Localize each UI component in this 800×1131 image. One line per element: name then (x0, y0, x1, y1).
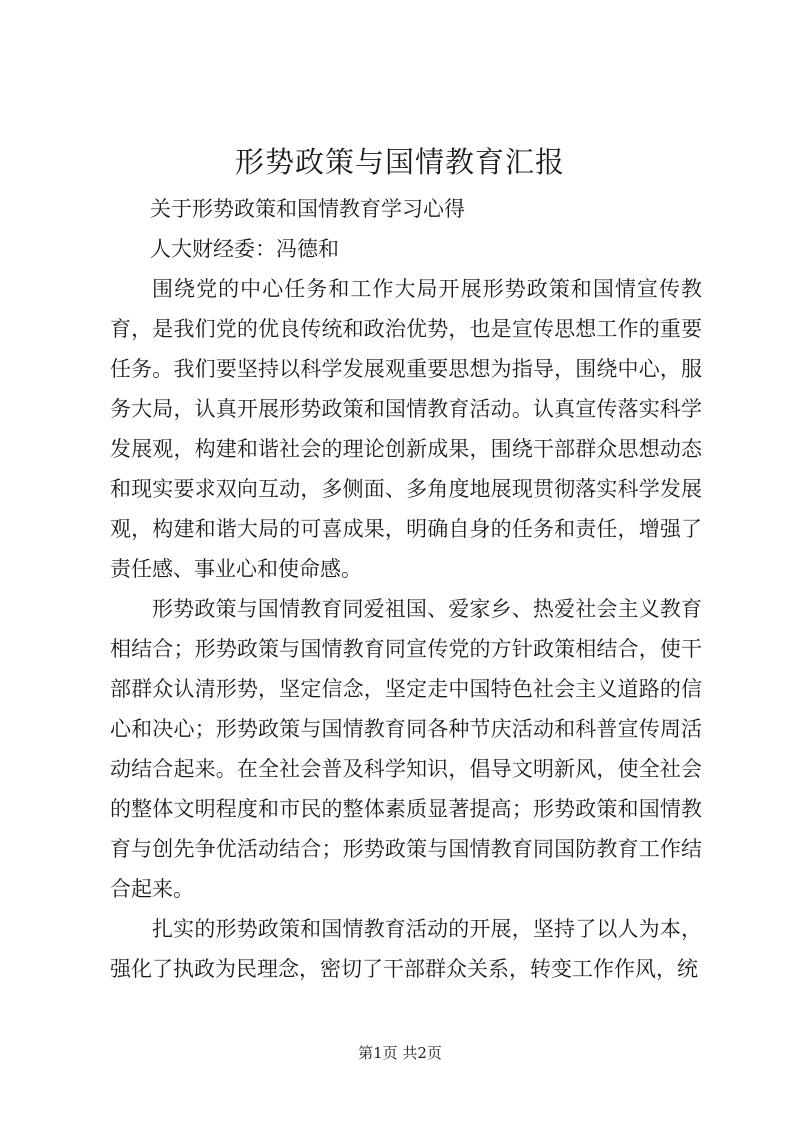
document-title: 形势政策与国情教育汇报 (234, 145, 565, 179)
document-subtitle: 关于形势政策和国情教育学习心得 (150, 197, 465, 221)
page-number-footer: 第1页 共2页 (358, 1044, 442, 1062)
body-paragraph-2: 形势政策与国情教育同爱祖国、爱家乡、热爱社会主义教育相结合；形势政策与国情教育同宣传党的方针政策相结合，使干部群众认清形势，坚定信念，坚定走中国特色社会主义道路的信心和决心；形势政策与国情教育同各种节庆活动和科普宣传周活动结合起来。在全社会普及科学知识，倡导文明新风，使全社会的整体文明程度和市民的整体素质显著提高；形势政策和国情教育与创先争优活动结合；形势政策与国情教育同国防教育工作结合起来。 (110, 597, 702, 901)
author-line: 人大财经委：冯德和 (150, 237, 339, 261)
body-paragraph-3: 扎实的形势政策和国情教育活动的开展，坚持了以人为本，强化了执政为民理念，密切了干部群众关系，转变工作作风，统 (110, 917, 702, 981)
body-paragraph-1: 围绕党的中心任务和工作大局开展形势政策和国情宣传教育，是我们党的优良传统和政治优势，也是宣传思想工作的重要任务。我们要坚持以科学发展观重要思想为指导，围绕中心，服务大局，认真开展形势政策和国情教育活动。认真宣传落实科学发展观，构建和谐社会的理论创新成果，围绕干部群众思想动态和现实要求双向互动，多侧面、多角度地展现贯彻落实科学发展观，构建和谐大局的可喜成果，明确自身的任务和责任，增强了责任感、事业心和使命感。 (110, 277, 702, 581)
